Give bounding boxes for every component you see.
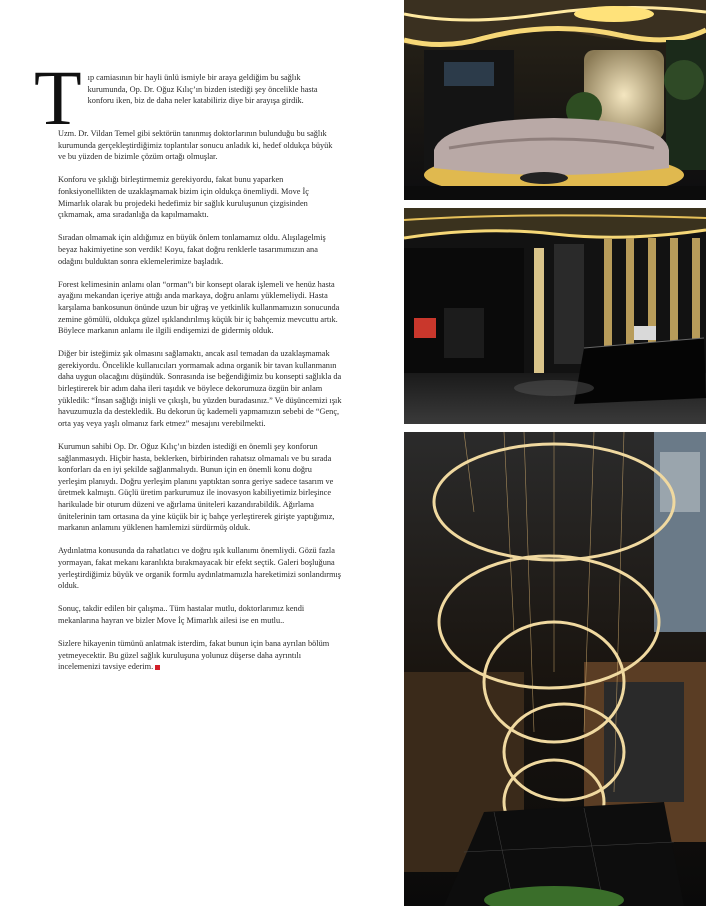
paragraph-2: Uzm. Dr. Vildan Temel gibi sektörün tanınmış doktorlarının bulunduğu bu sağlık kurumunda gerçekleştirdiğimiz toplantılar sonucu anladık ki, hedef oldukça büyük ve bu yüzden de bizimle çözüm ortağı olmuşlar. <box>58 129 333 162</box>
paragraph-4: Sıradan olmamak için aldığımız en büyük önlem tonlamamız oldu. Alışılagelmiş beyaz hakimiyetine son verdik! Koyu, fakat doğru renklerle tasarımımızın ana odağını bulduktan sonra eklemelerimize başladık. <box>58 233 326 266</box>
lobby-photo <box>404 0 706 200</box>
paragraph-5: Forest kelimesinin anlamı olan “orman”ı bir konsept olarak işlemeli ve henüz hasta ayağını mekandan içeriye attığı anda markaya, doğru anlamı yüklemeliydi. Hasta karşılama bankosunun önünde uzun bir uğraş ve yetkinlik kullanmamızın sonucunda zemine gömülü, oldukça güzel ışıklandırılmış küçük bir iç bahçemiz mevcuttu artık. Böylece markanın anlamı ile ilgili endişemizi de gidermiş olduk. <box>58 279 340 336</box>
paragraph-10 <box>58 638 342 673</box>
paragraph-6: Diğer bir isteğimiz şık olmasını sağlamaktı, ancak asıl temadan da uzaklaşmamak gerekiyordu. Öncelikle kullanıcıları yormamak adına organik bir tavan kullanmanın daha uygun olacağını düşündük. Sonrasında ise beğendiğimiz bu konsepti sağlıkla da birleştirerek bir adım daha ileri taşıdık ve böylece dekorumuza özgün bir anlam yükledik: “İnsan sağlığı inişli ve çıkışlı, bu yüzden buradasınız.” Ve düşüncemizi ışık havuzumuzla da destekledik. Bu dekorun üç kademeli yapmamızın sebebi de “Genç, orta yaş veya yaşlı olmanız fark etmez” mesajını verebilmekti. <box>58 349 342 428</box>
paragraph-7: Kurumun sahibi Op. Dr. Oğuz Kılıç’ın bizden istediği en önemli şey konforun sağlanmasıydı. Hiçbir hasta, beklerken, birbirinden rahatsız olmamalı ve bu sırada konforları da en iyi şekilde sağlanmalıydı. Bunun için en önemli konu doğru yerleşim planıydı. Doğru yerleşim planını yaptıktan sonra geriye sadece tasarım ve üretmek kalmıştı. Güçlü üretim parkurumuz ile inovasyon kabiliyetimiz birleşince harikulade bir oturum düzeni ve ağırlama üniteleri kazandırabildik. Ağırlama ünitelerinin tam ortasına da yine küçük bir iç bahçe yerleştirerek girişte yaptığımız, markanın anlamını yüklenen hamlemizi sürdürmüş olduk. <box>58 442 335 533</box>
intro-block <box>34 54 342 141</box>
end-mark <box>155 665 160 670</box>
paragraph-3: Konforu ve şıklığı birleştirmemiz gerekiyordu, fakat bunu yaparken fonksiyonellikten de uzaklaşmamak bizim için oldukça önemliydi. Move İç Mimarlık olarak bu projedeki hedefimiz bir sağlık kuruluşunun çizgisinden çıkmamak, ama sıradanlığa da kapılmamaktı. <box>58 175 309 220</box>
paragraph-1: ıp camiasının bir hayli ünlü ismiyle bir araya geldiğim bu sağlık kurumunda, Op. Dr. Oğuz Kılıç’ın bizden istediği şey öncelikle hasta konforu iken, biz de daha neler katabiliriz diye bir arayışa girdik. <box>87 73 318 106</box>
reception-photo <box>404 208 706 424</box>
paragraph-8: Aydınlatma konusunda da rahatlatıcı ve doğru ışık kullanımı önemliydi. Gözü fazla yormayan, fakat mekanı karanlıkta bırakmayacak bir efekt seçtik. Galeri boşluğuna yerleştirdiğimiz büyük ve organik formlu aydınlatmamızla hareketimizi sonlandırmış olduk. <box>58 546 342 591</box>
article-body <box>34 54 342 685</box>
paragraph-9: Sonuç, takdir edilen bir çalışma.. Tüm hastalar mutlu, doktorlarımız kendi mekanlarına hayran ve bizler Move İç Mimarlık ailesi ise en mutlu.. <box>58 604 305 625</box>
chandelier-photo <box>404 432 706 906</box>
paragraph-10-text: Sizlere hikayenin tümünü anlatmak isterdim, fakat bunun için bana ayrılan bölüm yetmeyecektir. Bu güzel sağlık kuruluşuna yolunuz düşerse daha ayrıntılı incelemenizi tavsiye ederim. <box>58 639 330 672</box>
drop-cap: T <box>34 54 82 141</box>
